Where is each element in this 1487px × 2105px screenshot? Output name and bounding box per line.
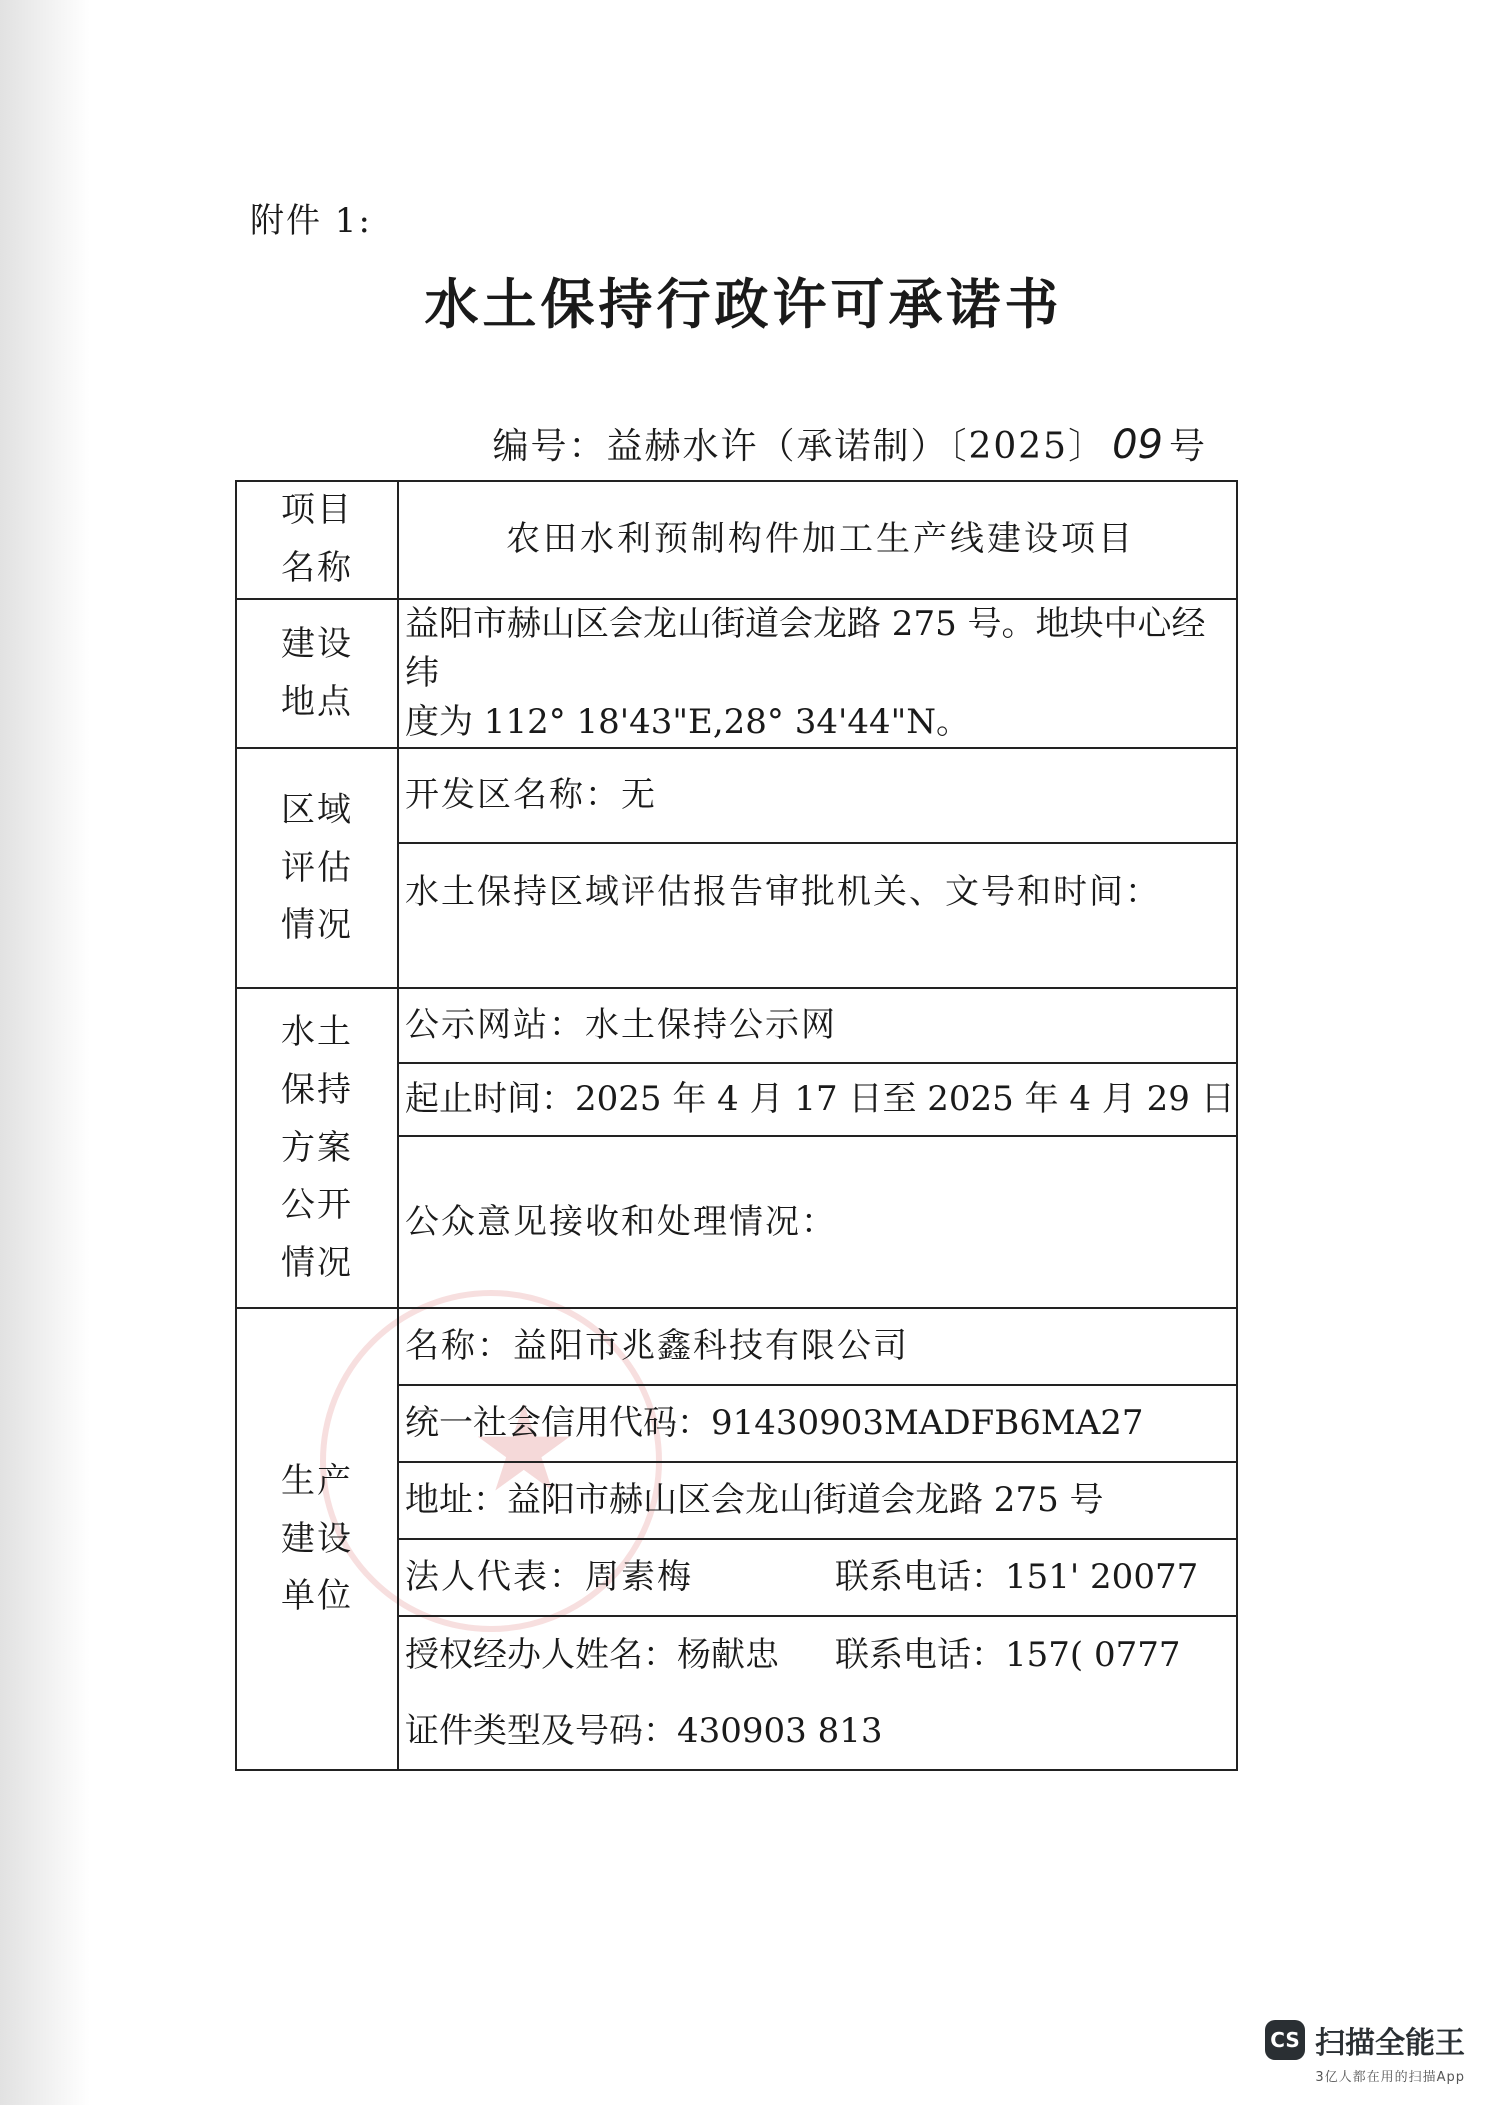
value-credit-code: 统一社会信用代码：91430903MADFB6MA27 <box>398 1385 1237 1462</box>
handwritten-number: 09 <box>1112 422 1163 468</box>
value-location <box>398 599 1237 749</box>
camscanner-logo-icon: CS <box>1265 2020 1305 2060</box>
row-location <box>236 599 1237 749</box>
value-project-name: 农田水利预制构件加工生产线建设项目 <box>398 481 1237 599</box>
agent-phone: 联系电话：157( 0777 <box>835 1634 1181 1675</box>
row-project-name <box>236 481 1237 599</box>
value-unit-name: 名称：益阳市兆鑫科技有限公司 <box>398 1308 1237 1385</box>
value-address: 地址：益阳市赫山区会龙山街道会龙路 275 号 <box>398 1462 1237 1539</box>
label-regional-assessment: 区域评估情况 <box>236 748 398 988</box>
row-dev-zone <box>236 748 1237 843</box>
seal-star-icon: ★ <box>470 1380 578 1519</box>
document-title: 水土保持行政许可承诺书 <box>424 272 1063 336</box>
attachment-label: 附件 1: <box>250 201 372 241</box>
label-project-name: 项目名称 <box>236 481 398 599</box>
value-assessment-approval: 水土保持区域评估报告审批机关、文号和时间： <box>398 843 1237 988</box>
agent-name: 授权经办人姓名：杨献忠 <box>405 1634 779 1675</box>
number-prefix: 编号：益赫水许（承诺制）〔2025〕 <box>492 426 1107 467</box>
value-agent-row <box>398 1616 1237 1693</box>
location-line-1: 益阳市赫山区会龙山街道会龙路 275 号。地块中心经纬 <box>405 603 1206 693</box>
row-unit-name <box>236 1308 1237 1385</box>
watermark-slogan: 3亿人都在用的扫描App <box>1315 2070 1465 2085</box>
label-plan-disclosure: 水土保持方案公开情况 <box>236 988 398 1308</box>
value-legal-rep-row <box>398 1539 1237 1616</box>
legal-rep-phone: 联系电话：151' 20077 <box>835 1557 1199 1598</box>
value-website: 公示网站：水土保持公示网 <box>398 988 1237 1063</box>
label-location: 建设地点 <box>236 599 398 749</box>
document-number <box>492 418 1207 469</box>
value-feedback: 公众意见接收和处理情况： <box>398 1136 1237 1308</box>
value-dev-zone: 开发区名称：无 <box>398 748 1237 843</box>
value-period: 起止时间：2025 年 4 月 17 日至 2025 年 4 月 29 日 <box>398 1063 1237 1136</box>
legal-rep: 法人代表：周素梅 <box>405 1557 693 1598</box>
number-suffix: 号 <box>1168 426 1207 467</box>
scanner-watermark <box>1265 2018 1465 2085</box>
location-line-2: 度为 112° 18'43"E,28° 34'44"N。 <box>405 702 970 743</box>
commitment-form-table <box>235 480 1238 1771</box>
label-unit: 生产建设单位 <box>236 1308 398 1770</box>
watermark-app-name: 扫描全能王 <box>1315 2026 1465 2061</box>
value-id-number: 证件类型及号码：430903 813 <box>398 1693 1237 1770</box>
row-website <box>236 988 1237 1063</box>
